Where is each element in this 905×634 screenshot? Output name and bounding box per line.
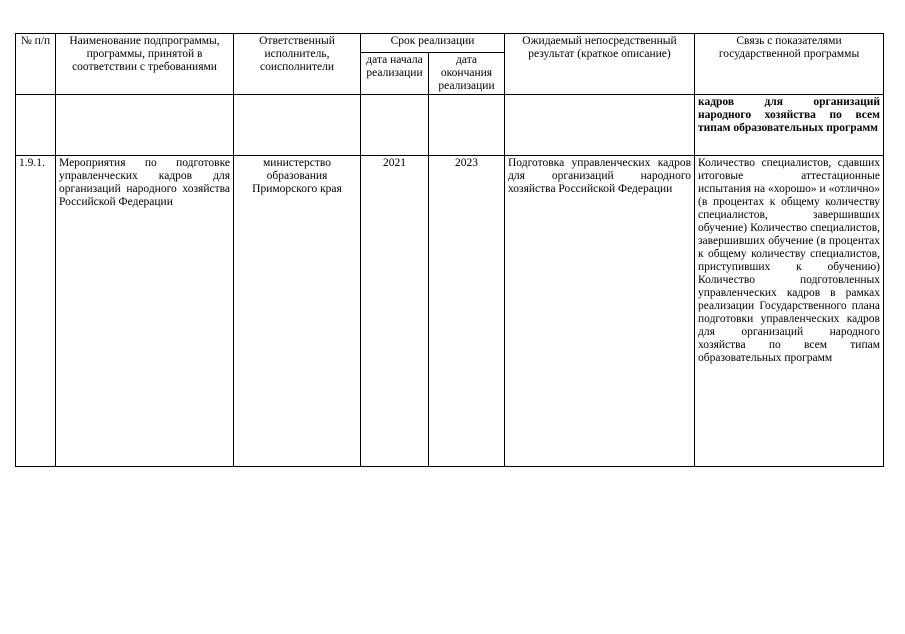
header-link: Связь с показателями государственной программы bbox=[695, 34, 884, 95]
header-row bbox=[16, 34, 884, 53]
continuation-num bbox=[16, 95, 56, 156]
continuation-start bbox=[361, 95, 429, 156]
header-period: Срок реализации bbox=[361, 34, 505, 53]
header-result: Ожидаемый непосредственный результат (краткое описание) bbox=[505, 34, 695, 95]
row-end: 2023 bbox=[429, 156, 505, 467]
header-executor: Ответственный исполнитель, соисполнители bbox=[234, 34, 361, 95]
row-start: 2021 bbox=[361, 156, 429, 467]
header-num: № п/п bbox=[16, 34, 56, 95]
program-table bbox=[15, 33, 884, 467]
header-start: дата начала реализации bbox=[361, 53, 429, 95]
continuation-row bbox=[16, 95, 884, 156]
continuation-result bbox=[505, 95, 695, 156]
row-result: Подготовка управленческих кадров для организаций народного хозяйства Российской Федерации bbox=[505, 156, 695, 467]
row-num: 1.9.1. bbox=[16, 156, 56, 467]
continuation-executor bbox=[234, 95, 361, 156]
header-name: Наименование подпрограммы, программы, принятой в соответствии с требованиями bbox=[56, 34, 234, 95]
row-executor: министерство образования Приморского края bbox=[234, 156, 361, 467]
header-end: дата окончания реализации bbox=[429, 53, 505, 95]
continuation-name bbox=[56, 95, 234, 156]
table-row bbox=[16, 156, 884, 467]
row-link: Количество специалистов, сдавших итоговые аттестационные испытания на «хорошо» и «отлично» (в процентах к общему количеству специалистов, завершивших обучение) Количество специалистов, завершивших обучение (в процентах к общему количеству специалистов, приступивших к обучению) Количество подготовленных управленческих кадров в рамках реализации Государственного плана подготовки управленческих кадров для организаций народного хозяйства по всем типам образовательных программ bbox=[695, 156, 884, 467]
continuation-end bbox=[429, 95, 505, 156]
continuation-link: кадров для организаций народного хозяйства по всем типам образовательных программ bbox=[695, 95, 884, 156]
row-name: Мероприятия по подготовке управленческих кадров для организаций народного хозяйства Российской Федерации bbox=[56, 156, 234, 467]
